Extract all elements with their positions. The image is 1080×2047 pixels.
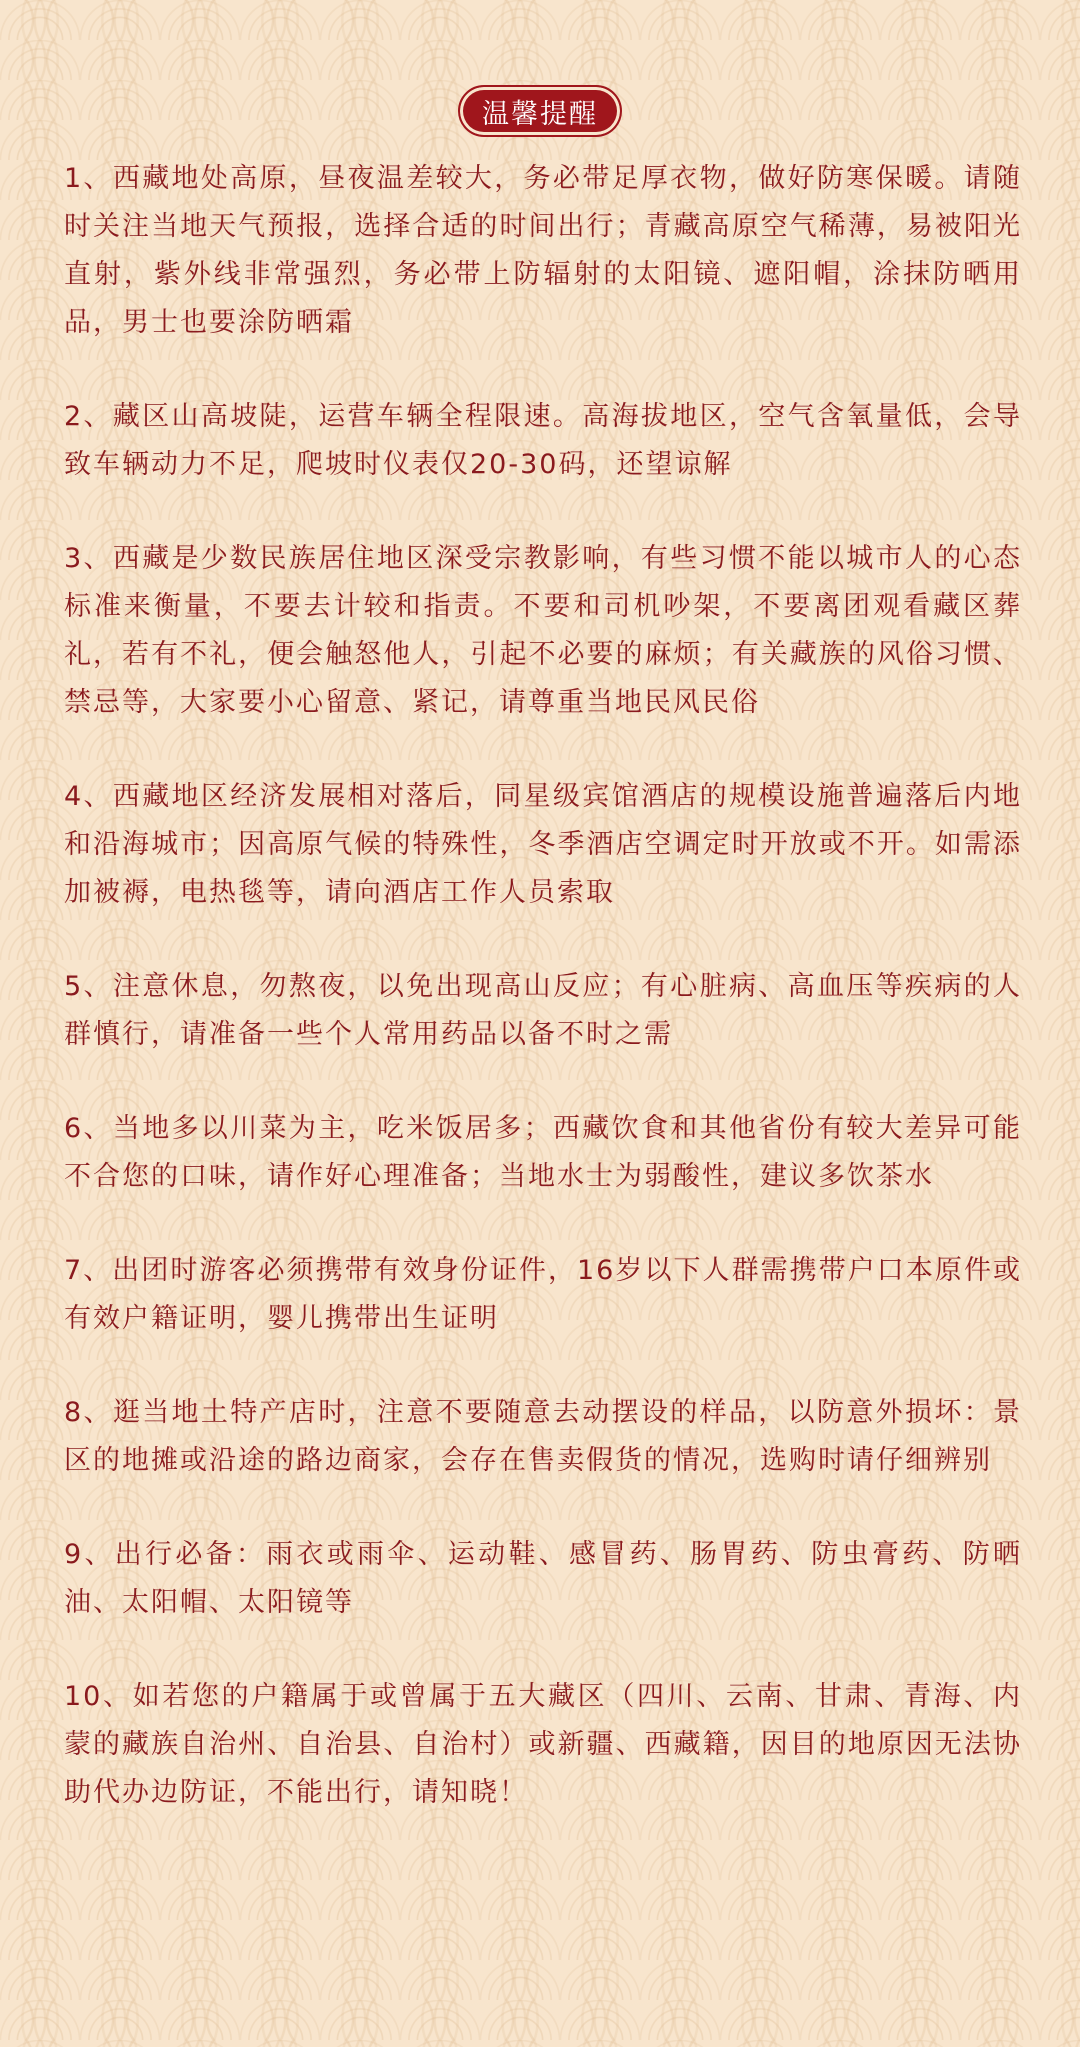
reminder-item-5: 5、注意休息，勿熬夜，以免出现高山反应；有心脏病、高血压等疾病的人群慎行，请准备一些个人常用药品以备不时之需 <box>64 971 1022 1050</box>
reminder-item-7: 7、出团时游客必须携带有效身份证件，16岁以下人群需携带户口本原件或有效户籍证明，婴儿携带出生证明 <box>64 1255 1022 1334</box>
header <box>0 85 1080 137</box>
reminder-item-10: 10、如若您的户籍属于或曾属于五大藏区（四川、云南、甘肃、青海、内蒙的藏族自治州、自治县、自治村）或新疆、西藏籍，因目的地原因无法协助代办边防证，不能出行，请知晓！ <box>64 1681 1022 1808</box>
reminder-item-1: 1、西藏地处高原，昼夜温差较大，务必带足厚衣物，做好防寒保暖。请随时关注当地天气预报，选择合适的时间出行；青藏高原空气稀薄，易被阳光直射，紫外线非常强烈，务必带上防辐射的太阳镜、遮阳帽，涂抹防晒用品，男士也要涂防晒霜 <box>64 163 1022 338</box>
reminder-item-6: 6、当地多以川菜为主，吃米饭居多；西藏饮食和其他省份有较大差异可能不合您的口味，请作好心理准备；当地水士为弱酸性，建议多饮茶水 <box>64 1113 1022 1192</box>
title-badge <box>458 85 622 137</box>
reminder-item-3: 3、西藏是少数民族居住地区深受宗教影响，有些习惯不能以城市人的心态标准来衡量，不要去计较和指责。不要和司机吵架，不要离团观看藏区葬礼，若有不礼，便会触怒他人，引起不必要的麻烦；有关藏族的风俗习惯、禁忌等，大家要小心留意、紧记，请尊重当地民风民俗 <box>64 543 1022 718</box>
page-title: 温馨提醒 <box>482 98 598 130</box>
reminder-item-9: 9、出行必备：雨衣或雨伞、运动鞋、感冒药、肠胃药、防虫膏药、防晒油、太阳帽、太阳镜等 <box>64 1539 1022 1618</box>
reminder-item-2: 2、藏区山高坡陡，运营车辆全程限速。高海拔地区，空气含氧量低，会导致车辆动力不足，爬坡时仪表仅20-30码，还望谅解 <box>64 401 1022 480</box>
reminder-item-4: 4、西藏地区经济发展相对落后，同星级宾馆酒店的规模设施普遍落后内地和沿海城市；因高原气候的特殊性，冬季酒店空调定时开放或不开。如需添加被褥，电热毯等，请向酒店工作人员索取 <box>64 781 1022 908</box>
reminder-item-8: 8、逛当地土特产店时，注意不要随意去动摆设的样品，以防意外损坏：景区的地摊或沿途的路边商家，会存在售卖假货的情况，选购时请仔细辨别 <box>64 1397 1022 1476</box>
reminder-list <box>64 155 1022 1817</box>
